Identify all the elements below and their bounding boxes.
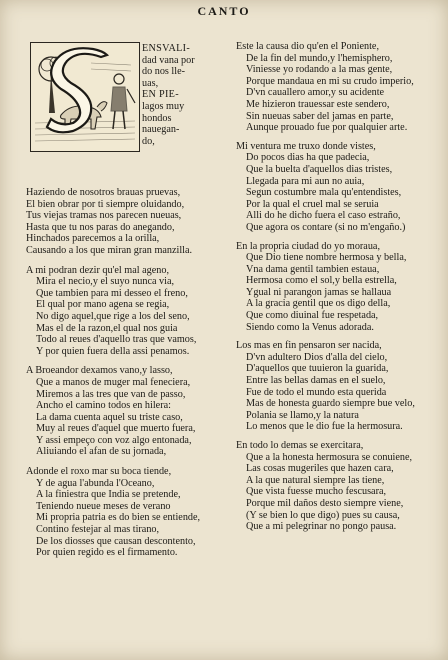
verse-line: Que Dio tiene nombre hermosa y bella,: [246, 252, 407, 264]
verse-line: D'aquellos que tuuieron la guarida,: [246, 363, 389, 375]
verse-line: Miremos a las tres que van de passo,: [36, 388, 186, 400]
verse-line: Las cosas mugeriles que hazen cara,: [246, 463, 394, 475]
verse-line: Y assi empeço con voz algo entonada,: [36, 434, 192, 446]
verse-line: Lo menos que le dio fue la hermosura.: [246, 421, 403, 433]
verse-line: Entre las bellas damas en el suelo,: [246, 375, 386, 387]
opening-line: hondos: [142, 112, 172, 124]
verse-line: Ancho el camino todos en hilera:: [36, 400, 171, 412]
verse-line: Que vista fuesse mucho fescusara,: [246, 486, 387, 498]
verse-line: D'vn adultero Dios d'alla del cielo,: [246, 351, 388, 363]
verse-line: Hasta que tu nos paras do anegando,: [26, 221, 175, 233]
verse-line: Mi propria patria es do bien se entiende,: [36, 512, 201, 524]
verse-line: De los diosses que causan descontento,: [36, 535, 196, 547]
verse-line: Por la qual el cruel mal se seruia: [246, 198, 379, 210]
verse-line: En todo lo demas se exercitara,: [236, 440, 364, 451]
verse-line: Todo al reues d'aquello tras que vamos,: [36, 334, 197, 346]
verse-line: Llegada para mi aun no auia,: [246, 175, 365, 187]
verse-line: Causando a los que miran gran manzilla.: [26, 244, 193, 256]
woodcut-illustration: [31, 43, 139, 151]
verse-line: La dama cuenta aquel su triste caso,: [36, 411, 183, 423]
verse-line: Teniendo nueue meses de verano: [36, 500, 171, 512]
stanza: [26, 265, 234, 358]
verse-line: Porque mandaua en mi su crudo imperio,: [246, 75, 414, 87]
verse-line: Ygual ni parangon jamas se hallaua: [246, 286, 392, 298]
verse-line: El bien obrar por ti siempre oluidando,: [26, 198, 185, 210]
verse-line: El qual por mano agena se regia,: [36, 299, 170, 311]
verse-line: A la finiestra que India se pretende,: [36, 489, 181, 501]
verse-line: D'vn cauallero amor,y su acidente: [246, 87, 385, 99]
verse-line: Porque mil daños desto siempre viene,: [246, 497, 404, 509]
verse-line: Que a la honesta hermosura se conuiene,: [246, 451, 413, 463]
verse-line: Y de agua l'abunda l'Oceano,: [36, 477, 155, 489]
verse-line: Los mas en fin pensaron ser nacida,: [236, 340, 382, 352]
stanza: [26, 466, 234, 559]
stanza: [236, 141, 444, 234]
verse-line: Hermosa como el sol,y bella estrella,: [246, 275, 397, 287]
verse-line: Sin nueuas saber del jamas en parte,: [246, 110, 394, 122]
verse-line: Hinchados parecemos a la orilla,: [26, 233, 160, 245]
right-column: [236, 41, 444, 538]
verse-line: Alli do he dicho fuera el caso estraño,: [246, 210, 401, 222]
verse-line: A la que natural siempre las tiene,: [246, 474, 385, 486]
stanza: [236, 340, 444, 433]
verse-line: Que agora os contare (si no m'engaño.): [246, 221, 406, 233]
verse-line: Que como diuinal fue respetada,: [246, 310, 379, 322]
stanza: [236, 440, 444, 533]
opening-lines: [142, 43, 234, 147]
verse-line: A mi podran dezir qu'el mal ageno,: [26, 264, 170, 276]
stanza: [26, 365, 234, 458]
verse-line: Mi ventura me truxo donde vistes,: [236, 140, 376, 152]
opening-line: do,: [142, 135, 155, 147]
opening-line: ENSVALI-: [142, 43, 191, 54]
verse-line: A la gracia gentil que os digo della,: [246, 298, 391, 310]
verse-line: Do pocos dias ha que padecia,: [246, 152, 370, 164]
verse-line: Mas el de la razon,el qual nos guia: [36, 322, 178, 334]
verse-line: Este la causa dio qu'en el Poniente,: [236, 41, 380, 52]
decorated-initial-s: [30, 42, 140, 152]
verse-line: Segun costumbre mala qu'entendistes,: [246, 187, 402, 199]
verse-line: Por quien regido es el firmamento.: [36, 547, 178, 559]
verse-line: Aunque prouado fue por qualquier arte.: [246, 122, 408, 134]
stanza: [236, 41, 444, 134]
verse-line: Mira el necio,y el suyo nunca via,: [36, 276, 175, 288]
verse-line: Adonde el roxo mar su boca tiende,: [26, 466, 172, 478]
verse-line: En la propria ciudad do yo moraua,: [236, 240, 380, 252]
verse-line: (Y se bien lo que digo) pues su causa,: [246, 509, 400, 521]
opening-line: nauegan-: [142, 124, 180, 136]
verse-line: Polania se llamo,y la natura: [246, 409, 359, 421]
verse-line: Viniesse yo rodando a la mas gente,: [246, 64, 393, 76]
verse-line: Contino festejar al mas tirano,: [36, 524, 160, 536]
left-column: [26, 187, 234, 564]
stanza: [236, 241, 444, 334]
verse-line: Que a manos de muger mal feneciera,: [36, 376, 191, 388]
verse-line: Y por quien fuera della assi penamos.: [36, 345, 190, 357]
verse-line: Aliuiando el afan de su jornada,: [36, 446, 167, 458]
verse-line: Que a mi pelegrinar no pongo pausa.: [246, 521, 397, 533]
verse-line: Vna dama gentil tambien estaua,: [246, 263, 380, 275]
verse-line: Que la buelta d'aquellos dias tristes,: [246, 163, 393, 175]
opening-line: do nos lle-: [142, 66, 186, 78]
verse-line: Siendo como la Venus adorada.: [246, 321, 374, 333]
verse-line: No digo aquel,que rige a los del seno,: [36, 310, 190, 322]
verse-line: Que tambien para mi desseo el freno,: [36, 287, 188, 299]
verse-line: Tus viejas tramas nos parecen nueuas,: [26, 210, 182, 222]
verse-line: Muy al reues d'aquel que muerto fuera,: [36, 423, 196, 435]
page-header: CANTO: [197, 4, 251, 18]
verse-line: Fue de todo el mundo esta querida: [246, 386, 387, 398]
opening-line: uas,: [142, 77, 159, 89]
stanza: [26, 187, 234, 257]
verse-line: De la fin del mundo,y l'hemisphero,: [246, 52, 393, 64]
opening-line: dad vana por: [142, 54, 195, 66]
verse-line: A Broeandor dexamos vano,y lasso,: [26, 365, 173, 377]
opening-line: EN PIE-: [142, 89, 179, 101]
verse-line: Me hizieron trauessar este sendero,: [246, 98, 390, 110]
opening-line: lagos muy: [142, 100, 185, 112]
verse-line: Mas de honesta guardo siempre bue velo,: [246, 398, 415, 410]
verse-line: Haziendo de nosotros brauas pruevas,: [26, 187, 181, 198]
